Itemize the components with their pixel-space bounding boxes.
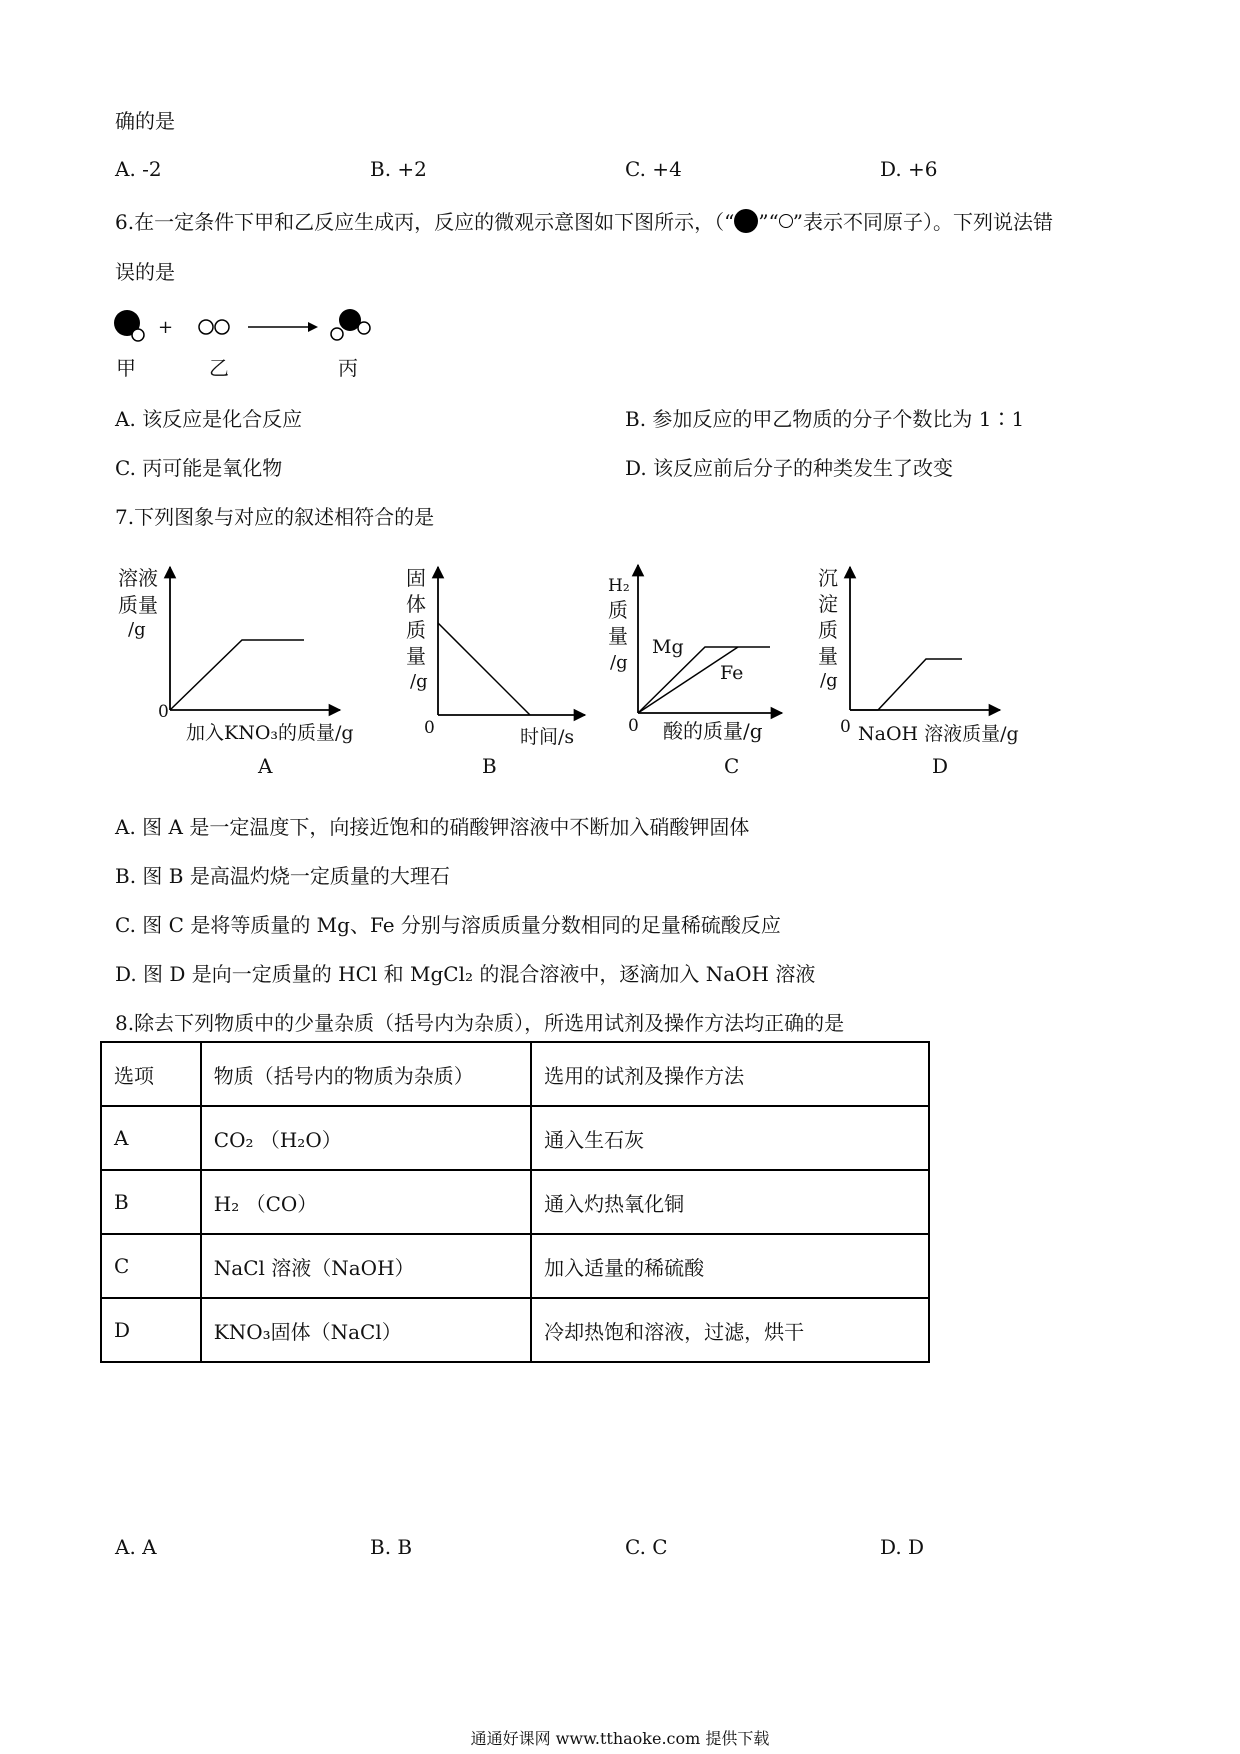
q6-stem-part2: ”“ [758, 210, 779, 234]
table-cell: H₂ （CO） [201, 1170, 531, 1234]
graph-c-origin: 0 [628, 716, 639, 736]
q6-stem-part3: ”表示不同原子）。下列说法错 [792, 210, 1053, 234]
table-cell: 通入灼热氧化铜 [531, 1170, 929, 1234]
graph-b-ylabel-1: 固 [406, 566, 426, 590]
table-header-cell: 选用的试剂及操作方法 [531, 1042, 929, 1106]
table-cell: CO₂ （H₂O） [201, 1106, 531, 1170]
q6-stem-line1 [115, 206, 1053, 235]
table-cell: D [101, 1298, 201, 1362]
q5-option-d: D. +6 [880, 157, 938, 181]
molecule-yi [199, 320, 229, 334]
reaction-arrow [248, 322, 318, 332]
q8-option-a: A. A [115, 1535, 157, 1559]
graph-d-xlabel: NaOH 溶液质量/g [858, 723, 1019, 745]
table-cell: 冷却热饱和溶液，过滤，烘干 [531, 1298, 929, 1362]
graph-b-ylabel-2: 体 [406, 592, 426, 616]
graph-a-curve [170, 640, 304, 710]
q7-stem: 7.下列图象与对应的叙述相符合的是 [115, 505, 435, 529]
q6-stem-part1: 6.在一定条件下甲和乙反应生成丙，反应的微观示意图如下图所示，（“ [115, 210, 735, 234]
label-bing: 丙 [338, 356, 358, 380]
q7-option-d: D. 图 D 是向一定质量的 HCl 和 MgCl₂ 的混合溶液中，逐滴加入 NaOH 溶液 [115, 962, 816, 986]
table-row [101, 1298, 929, 1362]
graph-b-origin: 0 [424, 718, 435, 738]
table-header-cell: 物质（括号内的物质为杂质） [201, 1042, 531, 1106]
graph-d-ylabel-4: 量 [818, 644, 838, 668]
graph-a-ylabel-2: 质量 [118, 593, 158, 617]
black-atom-icon [734, 209, 758, 233]
table-row [101, 1170, 929, 1234]
table-cell: 通入生石灰 [531, 1106, 929, 1170]
graph-c [608, 565, 782, 778]
graph-b-curve [438, 623, 530, 715]
graph-d-curve [850, 659, 962, 710]
plus-sign: + [158, 317, 174, 338]
q8-table [100, 1041, 930, 1363]
graph-b-letter: B [482, 754, 497, 778]
graph-c-fe-label: Fe [720, 662, 744, 684]
graph-b [406, 566, 585, 778]
graph-d-ylabel-3: 质 [818, 618, 838, 642]
graph-d-origin: 0 [840, 717, 851, 737]
q7-graphs [0, 555, 1240, 785]
q5-option-c: C. +4 [625, 157, 682, 181]
label-yi: 乙 [209, 356, 229, 380]
graph-a-xlabel: 加入KNO₃的质量/g [186, 722, 354, 744]
graph-b-ylabel-4: 量 [406, 644, 426, 668]
graph-a [118, 566, 354, 778]
graph-d-ylabel-2: 淀 [818, 592, 838, 616]
graph-b-ylabel-3: 质 [406, 618, 426, 642]
q5-stem-tail: 确的是 [115, 109, 175, 133]
label-jia: 甲 [116, 356, 136, 380]
graph-c-ylabel-3: 量 [608, 624, 628, 648]
table-cell: A [101, 1106, 201, 1170]
q8-option-d: D. D [880, 1535, 925, 1559]
q7-option-a: A. 图 A 是一定温度下，向接近饱和的硝酸钾溶液中不断加入硝酸钾固体 [115, 815, 750, 839]
q6-option-a: A. 该反应是化合反应 [115, 407, 303, 431]
molecule-bing [331, 309, 370, 340]
table-cell: B [101, 1170, 201, 1234]
q8-stem: 8.除去下列物质中的少量杂质（括号内为杂质），所选用试剂及操作方法均正确的是 [115, 1011, 845, 1035]
white-atom-icon [779, 214, 793, 228]
q6-option-d: D. 该反应前后分子的种类发生了改变 [625, 456, 954, 480]
table-row [101, 1234, 929, 1298]
graph-b-ylabel-5: /g [410, 671, 428, 692]
table-header-row [101, 1042, 929, 1106]
graph-d-letter: D [932, 754, 949, 778]
q5-option-b: B. +2 [370, 157, 427, 181]
graph-c-ylabel-2: 质 [608, 598, 628, 622]
graph-b-xlabel: 时间/s [520, 726, 575, 748]
page-footer: 通通好课网 www.tthaoke.com 提供下载 [470, 1729, 770, 1748]
graph-d-ylabel-5: /g [820, 670, 838, 691]
molecule-jia [114, 310, 144, 341]
q7-option-c: C. 图 C 是将等质量的 Mg、Fe 分别与溶质质量分数相同的足量稀硫酸反应 [115, 913, 781, 937]
graph-d [818, 566, 1019, 778]
table-cell: C [101, 1234, 201, 1298]
graph-c-xlabel: 酸的质量/g [663, 719, 763, 743]
q6-option-c: C. 丙可能是氧化物 [115, 456, 283, 480]
graph-a-origin: 0 [158, 702, 169, 722]
table-row [101, 1106, 929, 1170]
table-header-cell: 选项 [101, 1042, 201, 1106]
graph-a-ylabel-1: 溶液 [118, 566, 158, 590]
graph-a-letter: A [258, 754, 273, 778]
q6-option-b: B. 参加反应的甲乙物质的分子个数比为 1∶1 [625, 407, 1025, 431]
graph-c-ylabel-4: /g [610, 652, 628, 673]
q8-option-c: C. C [625, 1535, 668, 1559]
q8-option-b: B. B [370, 1535, 413, 1559]
table-cell: 加入适量的稀硫酸 [531, 1234, 929, 1298]
graph-d-ylabel-1: 沉 [818, 566, 838, 590]
q5-option-a: A. -2 [115, 157, 162, 181]
q6-reaction-diagram [100, 295, 400, 385]
graph-c-mg-label: Mg [652, 636, 684, 658]
graph-c-ylabel-1: H₂ [608, 576, 630, 596]
q7-option-b: B. 图 B 是高温灼烧一定质量的大理石 [115, 864, 450, 888]
graph-c-letter: C [724, 754, 740, 778]
q6-stem-line2: 误的是 [115, 260, 175, 284]
table-cell: NaCl 溶液（NaOH） [201, 1234, 531, 1298]
graph-a-ylabel-3: /g [128, 619, 146, 640]
table-cell: KNO₃固体（NaCl） [201, 1298, 531, 1362]
